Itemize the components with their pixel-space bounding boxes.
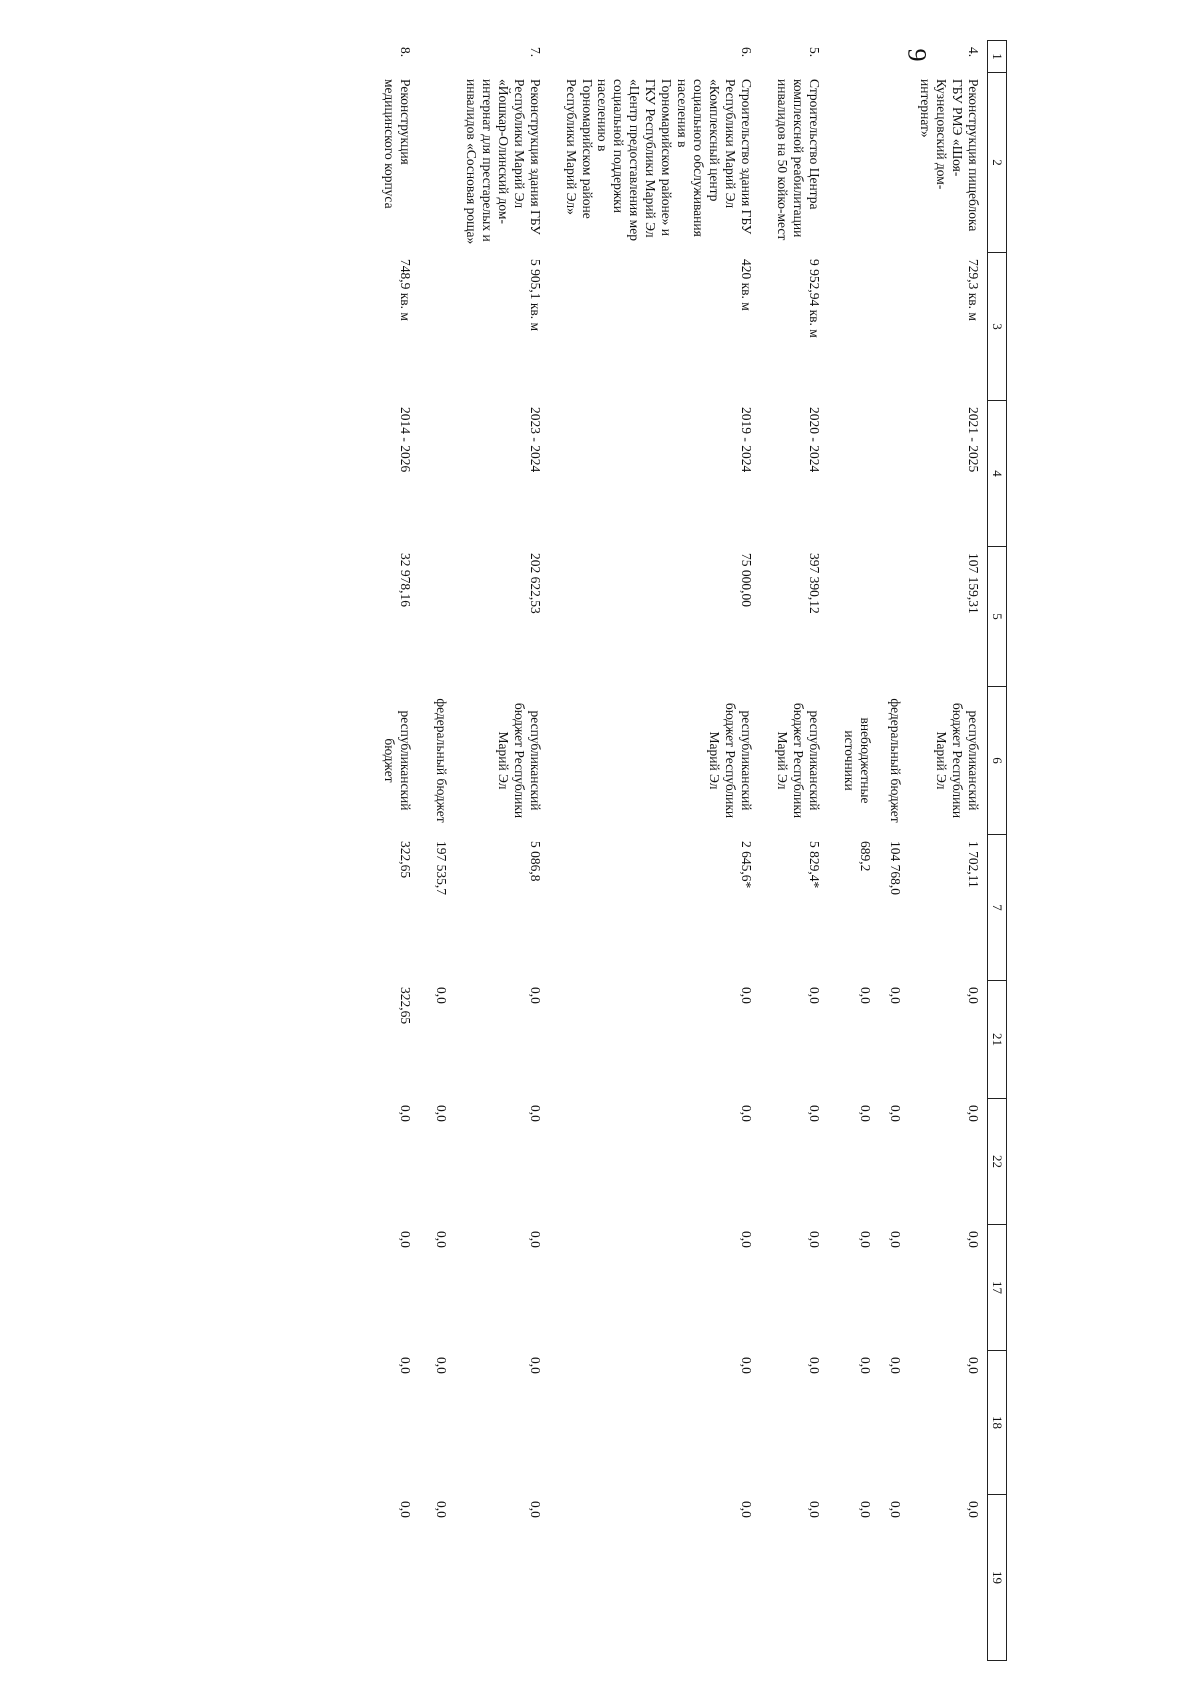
object-capacity: 748,9 кв. м: [398, 259, 414, 321]
column-header-4: 4: [988, 401, 1007, 547]
value-col-21: 0,0: [858, 987, 874, 1004]
column-header-2: 2: [988, 73, 1007, 253]
funding-source: федеральный бюджет: [888, 698, 904, 823]
value-col-18: 0,0: [398, 1357, 414, 1374]
table-row: [459, 41, 559, 1661]
table-row: [838, 41, 884, 1661]
value-col-7: 1 702,11: [966, 841, 981, 888]
value-col-17: 0,0: [806, 1231, 822, 1248]
empty-cell: [838, 73, 884, 253]
table-body: [377, 41, 987, 1661]
object-capacity: 420 кв. м: [738, 259, 754, 311]
column-header-9: 22: [988, 1099, 1007, 1225]
row-number: 6.: [738, 47, 754, 58]
empty-cell: [429, 547, 459, 687]
value-col-19: 0,0: [434, 1501, 450, 1518]
row-number: 4.: [966, 47, 981, 58]
value-col-17: 0,0: [888, 1231, 904, 1248]
value-col-19: 0,0: [806, 1501, 822, 1518]
empty-cell: [883, 41, 913, 73]
value-col-7: 5 086,8: [527, 841, 543, 882]
object-name: Строительство здания ГБУ Республики Марий Эл «Комплексный центр социального обслуживания населения в Горномарийском районе» и ГКУ Республики Марий Эл «Центр предоставления мер социальной поддержки населению в Горномарийском районе Республики Марий Эл»: [563, 79, 754, 241]
value-col-18: 0,0: [738, 1357, 754, 1374]
table-row: [559, 41, 770, 1661]
investment-table: [377, 40, 1007, 1661]
value-col-18: 0,0: [434, 1357, 450, 1374]
empty-cell: [429, 41, 459, 73]
funding-source: внебюджетные источники: [842, 717, 874, 804]
value-col-7: 322,65: [398, 841, 414, 879]
column-header-6: 6: [988, 687, 1007, 835]
value-col-7: 2 645,6*: [738, 841, 754, 889]
value-col-21: 0,0: [527, 987, 543, 1004]
construction-period: 2020 - 2024: [806, 407, 822, 473]
construction-period: 2019 - 2024: [738, 407, 754, 473]
value-col-22: 0,0: [527, 1105, 543, 1122]
value-col-18: 0,0: [527, 1357, 543, 1374]
object-capacity: 5 905,1 кв. м: [527, 259, 543, 332]
funding-source: республиканский бюджет Республики Марий Эл: [774, 702, 822, 819]
funding-source: республиканский бюджет: [382, 710, 414, 811]
column-header-3: 3: [988, 253, 1007, 401]
value-col-21: 0,0: [738, 987, 754, 1004]
empty-cell: [429, 401, 459, 547]
value-col-22: 0,0: [738, 1105, 754, 1122]
empty-cell: [429, 73, 459, 253]
value-col-21: 0,0: [888, 987, 904, 1004]
row-number: 7.: [527, 47, 543, 58]
row-number: 8.: [398, 47, 414, 58]
value-col-22: 0,0: [398, 1105, 414, 1122]
estimated-cost: 75 000,00: [738, 553, 754, 607]
column-header-10: 17: [988, 1225, 1007, 1351]
object-name: Строительство Центра комплексной реабилитации инвалидов на 50 койко-мест: [774, 79, 822, 241]
table-row: [429, 41, 459, 1661]
value-col-22: 0,0: [858, 1105, 874, 1122]
column-header-8: 21: [988, 981, 1007, 1099]
value-col-17: 0,0: [966, 1231, 981, 1248]
value-col-17: 0,0: [434, 1231, 450, 1248]
table-row: [770, 41, 838, 1661]
column-header-5: 5: [988, 547, 1007, 687]
value-col-22: 0,0: [434, 1105, 450, 1122]
value-col-18: 0,0: [806, 1357, 822, 1374]
estimated-cost: 32 978,16: [398, 553, 414, 607]
empty-cell: [838, 41, 884, 73]
value-col-17: 0,0: [398, 1231, 414, 1248]
funding-source: федеральный бюджет: [434, 698, 450, 823]
object-capacity: 9 952,94 кв. м: [806, 259, 822, 338]
construction-period: 2021 - 2025: [966, 407, 981, 473]
value-col-21: 0,0: [434, 987, 450, 1004]
value-col-22: 0,0: [966, 1105, 981, 1122]
value-col-19: 0,0: [858, 1501, 874, 1518]
table-row: [913, 41, 987, 1661]
value-col-19: 0,0: [738, 1501, 754, 1518]
value-col-7: 689,2: [858, 841, 874, 872]
value-col-17: 0,0: [527, 1231, 543, 1248]
empty-cell: [429, 253, 459, 401]
value-col-22: 0,0: [806, 1105, 822, 1122]
row-number: 5.: [806, 47, 822, 58]
object-capacity: 729,3 кв. м: [966, 259, 981, 321]
value-col-21: 0,0: [966, 987, 981, 1004]
object-name: Реконструкция здания ГБУ Республики Марий Эл «Йошкар-Олинский дом-интернат для престарелых и инвалидов «Сосновая роща»: [464, 79, 543, 245]
construction-period: 2023 - 2024: [527, 407, 543, 473]
rotated-table-container: [222, 40, 1007, 1660]
empty-cell: [838, 253, 884, 401]
empty-cell: [883, 401, 913, 547]
estimated-cost: 107 159,31: [966, 553, 981, 614]
table-row: [883, 41, 913, 1661]
value-col-7: 104 768,0: [888, 841, 904, 895]
value-col-22: 0,0: [888, 1105, 904, 1122]
value-col-18: 0,0: [858, 1357, 874, 1374]
value-col-18: 0,0: [966, 1357, 981, 1374]
value-col-21: 0,0: [806, 987, 822, 1004]
value-col-17: 0,0: [858, 1231, 874, 1248]
empty-cell: [838, 401, 884, 547]
empty-cell: [838, 547, 884, 687]
object-name: Реконструкция пищеблока ГБУ РМЭ «Шоя-Кузнецовский дом-интернат»: [918, 79, 981, 232]
column-header-1: 1: [988, 41, 1007, 73]
empty-cell: [883, 73, 913, 253]
value-col-17: 0,0: [738, 1231, 754, 1248]
page-number: 9: [902, 48, 932, 62]
construction-period: 2014 - 2026: [398, 407, 414, 473]
column-header-7: 7: [988, 835, 1007, 981]
value-col-19: 0,0: [888, 1501, 904, 1518]
table-row: [377, 41, 429, 1661]
value-col-7: 5 829,4*: [806, 841, 822, 889]
estimated-cost: 202 622,53: [527, 553, 543, 614]
value-col-19: 0,0: [966, 1501, 981, 1518]
value-col-19: 0,0: [527, 1501, 543, 1518]
value-col-21: 322,65: [398, 987, 414, 1025]
value-col-7: 197 535,7: [434, 841, 450, 895]
value-col-18: 0,0: [888, 1357, 904, 1374]
funding-source: республиканский бюджет Республики Марий Эл: [706, 702, 754, 819]
funding-source: республиканский бюджет Республики Марий Эл: [495, 702, 543, 819]
object-name: Реконструкция медицинского корпуса: [382, 79, 414, 209]
empty-cell: [883, 547, 913, 687]
header-row: [988, 41, 1007, 1661]
value-col-19: 0,0: [398, 1501, 414, 1518]
estimated-cost: 397 390,12: [806, 553, 822, 614]
column-header-11: 18: [988, 1351, 1007, 1495]
empty-cell: [883, 253, 913, 401]
funding-source: республиканский бюджет Республики Марий Эл: [934, 702, 981, 819]
column-header-12: 19: [988, 1495, 1007, 1661]
